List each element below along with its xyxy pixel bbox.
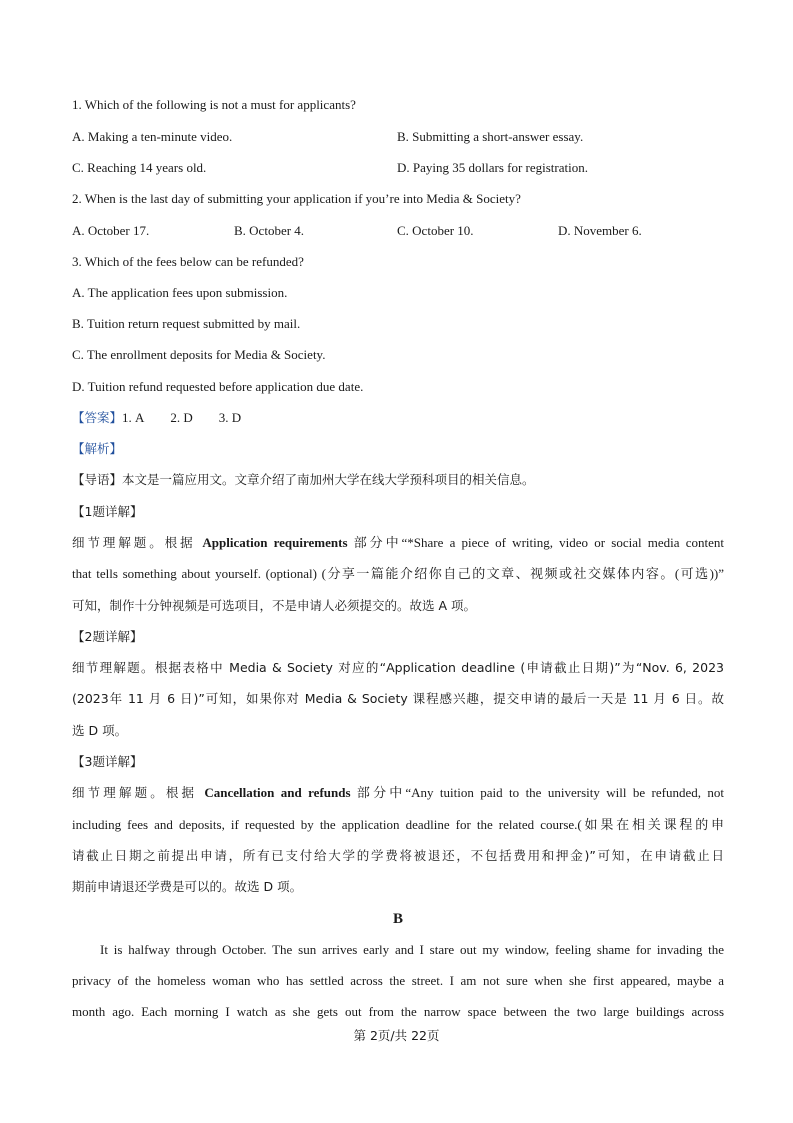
analysis-label: 【解析】 (72, 441, 123, 456)
question-1-option-b: B. Submitting a short-answer essay. (397, 129, 584, 144)
answer-item-1: 1. A (122, 410, 145, 425)
section-b-paragraph-line-1: It is halfway through October. The sun arrives early and I stare out my window, feeling shame for invading the (100, 942, 724, 957)
question-2-option-a: A. October 17. (72, 223, 150, 238)
detail-1-heading: 【1题详解】 (72, 504, 143, 519)
answer-item-3: 3. D (218, 410, 242, 425)
question-1-options-row-2 (72, 159, 724, 177)
detail-2-line-1: 细节理解题。根据表格中 Media & Society 对应的“Application deadline (申请截止日期)”为“Nov. 6, 2023 (72, 660, 724, 675)
question-3-option-a: A. The application fees upon submission. (72, 285, 288, 300)
guide-text: 本文是一篇应用文。文章介绍了南加州大学在线大学预科项目的相关信息。 (122, 472, 535, 487)
detail-3-heading: 【3题详解】 (72, 754, 143, 769)
question-1-stem: 1. Which of the following is not a must for applicants? (72, 97, 356, 112)
question-2-option-c: C. October 10. (397, 223, 474, 238)
answer-line (72, 409, 724, 427)
detail-3-section-name: Cancellation and refunds (204, 785, 351, 800)
section-b-heading: B (392, 911, 403, 927)
question-3-stem: 3. Which of the fees below can be refunded? (72, 254, 304, 269)
section-b-paragraph-line-2: privacy of the homeless woman who has settled across the street. I am not sure when she first appeared, maybe a (72, 973, 724, 988)
detail-2-line-2: (2023年 11 月 6 日)”可知，如果你对 Media & Society 课程感兴趣，提交申请的最后一天是 11 月 6 日。故 (72, 691, 724, 706)
analysis-heading (72, 440, 724, 458)
question-1-option-c: C. Reaching 14 years old. (72, 160, 207, 175)
section-b-paragraph-line-3: month ago. Each morning I watch as she gets out from the narrow space between the two large buildings across (72, 1004, 724, 1019)
detail-3-line-2: including fees and deposits, if requested by the application deadline for the related course.(如果在相关课程的申 (72, 817, 724, 832)
question-2-option-b: B. October 4. (234, 223, 305, 238)
detail-2-line-3: 选 D 项。 (72, 723, 128, 738)
answer-item-2: 2. D (170, 410, 193, 425)
detail-3-line-4: 期前申请退还学费是可以的。故选 D 项。 (72, 879, 303, 894)
detail-1-line-3: 可知，制作十分钟视频是可选项目，不是申请人必须提交的。故选 A 项。 (72, 598, 476, 613)
answer-label: 【答案】 (72, 410, 123, 425)
detail-3-line-1: 细节理解题。根据 Cancellation and refunds 部分中“Any tuition paid to the university will be refunded, not (72, 785, 724, 800)
guide-line (72, 471, 724, 489)
guide-label: 【导语】 (72, 472, 123, 487)
question-1-options-row-1 (72, 128, 724, 146)
question-1-option-a: A. Making a ten-minute video. (72, 129, 233, 144)
question-3-option-b: B. Tuition return request submitted by mail. (72, 316, 301, 331)
question-1-option-d: D. Paying 35 dollars for registration. (397, 160, 588, 175)
detail-1-line-2: that tells something about yourself. (optional) (分享一篇能介绍你自己的文章、视频或社交媒体内容。(可选))” (72, 566, 724, 581)
question-2-option-d: D. November 6. (558, 223, 642, 238)
detail-3-line-3: 请截止日期之前提出申请，所有已支付给大学的学费将被退还，不包括费用和押金)”可知，在申请截止日 (72, 848, 724, 863)
detail-2-heading: 【2题详解】 (72, 629, 143, 644)
detail-1-line-1: 细节理解题。根据 Application requirements 部分中“*Share a piece of writing, video or social media content (72, 535, 724, 550)
page-number-footer: 第 2页/共 22页 (353, 1028, 440, 1043)
question-3-option-d: D. Tuition refund requested before application due date. (72, 379, 364, 394)
question-2-stem: 2. When is the last day of submitting your application if you’re into Media & Society? (72, 191, 521, 206)
question-3-option-c: C. The enrollment deposits for Media & Society. (72, 347, 326, 362)
question-2-options-row (72, 222, 724, 240)
detail-1-section-name: Application requirements (202, 535, 348, 550)
